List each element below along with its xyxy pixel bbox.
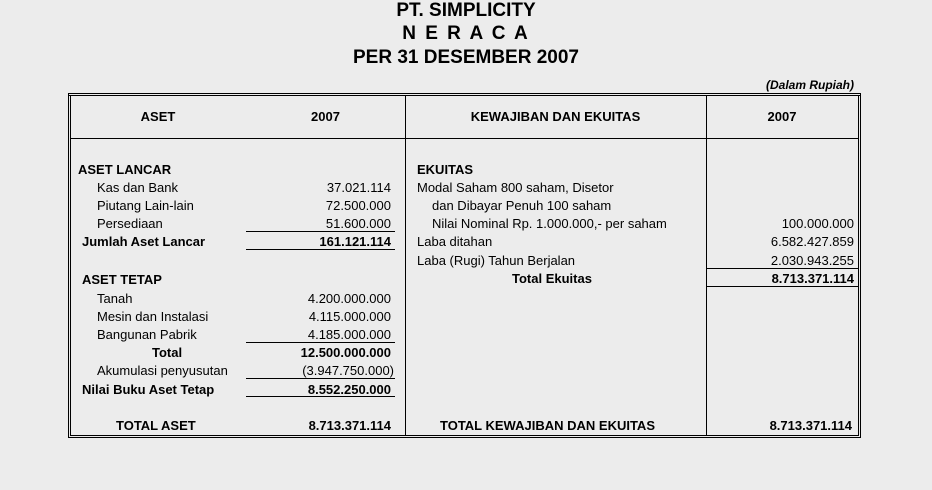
report-period: PER 31 DESEMBER 2007 <box>353 47 579 68</box>
header-assets-year: 2007 <box>311 109 340 124</box>
fixed-assets-subtotal-value: 12.500.000.000 <box>300 345 391 360</box>
equity-heading: EKUITAS <box>417 162 474 177</box>
asset-label-land: Tanah <box>97 291 133 306</box>
total-equity-value: 8.713.371.114 <box>771 271 854 286</box>
asset-label-inventory: Persediaan <box>97 216 163 231</box>
current-year-profit-label: Laba (Rugi) Tahun Berjalan <box>417 253 576 268</box>
asset-label-cash: Kas dan Bank <box>97 180 178 195</box>
share-capital-line3: Nilai Nominal Rp. 1.000.000,- per saham <box>432 216 667 231</box>
retained-earnings-value: 6.582.427.859 <box>770 234 854 249</box>
total-assets-value: 8.713.371.114 <box>308 418 391 433</box>
total-equity-label: Total Ekuitas <box>512 271 592 286</box>
current-year-profit-value: 2.030.943.255 <box>770 253 854 268</box>
depreciation-label: Akumulasi penyusutan <box>97 363 228 378</box>
currency-note: (Dalam Rupiah) <box>765 78 854 92</box>
total-liabilities-equity-value: 8.713.371.114 <box>769 418 852 433</box>
current-assets-total-label: Jumlah Aset Lancar <box>82 234 206 249</box>
share-capital-value: 100.000.000 <box>781 216 854 231</box>
depreciation-value: (3.947.750.000) <box>302 363 394 378</box>
current-assets-heading: ASET LANCAR <box>78 162 172 177</box>
book-value-label: Nilai Buku Aset Tetap <box>82 382 215 397</box>
asset-value-cash: 37.021.114 <box>326 180 391 195</box>
fixed-assets-subtotal-label: Total <box>152 345 183 360</box>
book-value-value: 8.552.250.000 <box>307 382 391 397</box>
asset-label-factory: Bangunan Pabrik <box>97 327 197 342</box>
asset-value-machinery: 4.115.000.000 <box>308 309 391 324</box>
asset-value-factory: 4.185.000.000 <box>307 327 391 342</box>
asset-value-inventory: 51.600.000 <box>325 216 391 231</box>
asset-label-receivables: Piutang Lain-lain <box>97 198 194 213</box>
total-assets-label: TOTAL ASET <box>116 418 196 433</box>
header-assets: ASET <box>140 109 176 124</box>
share-capital-line2: dan Dibayar Penuh 100 saham <box>432 198 612 213</box>
retained-earnings-label: Laba ditahan <box>417 234 493 249</box>
fixed-assets-heading: ASET TETAP <box>82 272 162 287</box>
header-liabilities-equity: KEWAJIBAN DAN EKUITAS <box>470 109 641 124</box>
share-capital-line1: Modal Saham 800 saham, Disetor <box>417 180 614 195</box>
company-name: PT. SIMPLICITY <box>396 0 536 21</box>
asset-value-land: 4.200.000.000 <box>307 291 391 306</box>
asset-value-receivables: 72.500.000 <box>325 198 391 213</box>
total-liabilities-equity-label: TOTAL KEWAJIBAN DAN EKUITAS <box>440 418 655 433</box>
report-title: N E R A C A <box>402 23 530 44</box>
asset-label-machinery: Mesin dan Instalasi <box>97 309 209 324</box>
current-assets-total-value: 161.121.114 <box>319 234 391 249</box>
header-liabilities-year: 2007 <box>767 109 797 124</box>
